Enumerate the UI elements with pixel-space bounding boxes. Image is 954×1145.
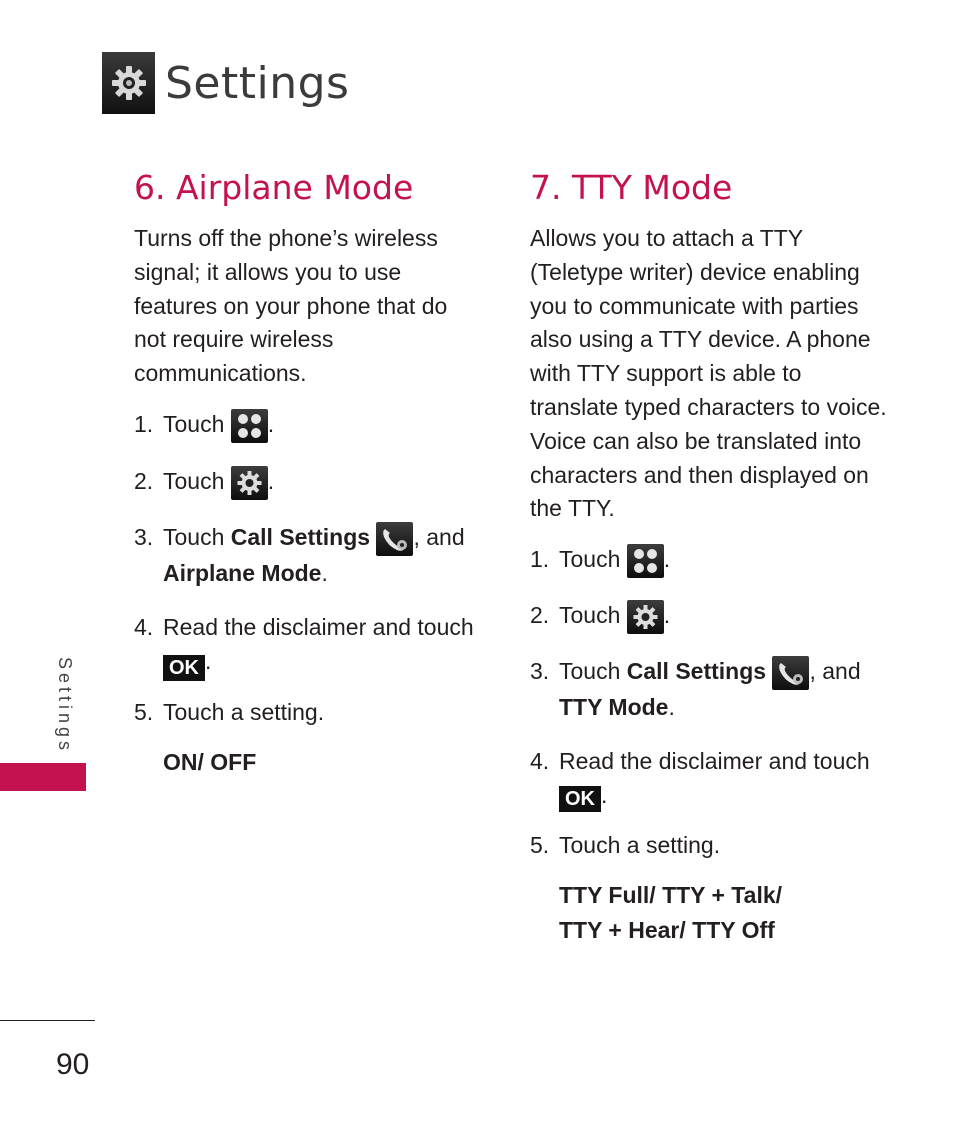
step-text: Touch xyxy=(163,467,225,494)
airplane-mode-section xyxy=(134,166,484,780)
tty-mode-section xyxy=(530,166,890,948)
step-5 xyxy=(134,695,484,729)
step-number: 5. xyxy=(134,698,154,725)
page-title: Settings xyxy=(165,57,350,109)
page-header xyxy=(102,52,349,114)
step-number: 4. xyxy=(530,747,550,774)
step-text: Touch a setting. xyxy=(163,698,325,725)
page-number: 90 xyxy=(56,1048,90,1081)
step-text: Read the disclaimer and touch xyxy=(163,613,474,640)
call-settings-label: Call Settings xyxy=(230,523,371,550)
step-number: 4. xyxy=(134,613,154,640)
airplane-mode-label: Airplane Mode xyxy=(163,559,322,586)
tty-mode-intro: Allows you to attach a TTY (Teletype writer) device enabling you to communicate with parties also using a TTY device. A phone with TTY support is able to translate typed characters to voice. Voice can also be translated into characters and then displayed on the TTY. xyxy=(530,225,887,522)
call-settings-label: Call Settings xyxy=(626,658,767,685)
side-tab-marker xyxy=(0,763,86,791)
step-text: Touch xyxy=(559,602,621,629)
gear-icon xyxy=(231,466,268,500)
step-number: 1. xyxy=(134,410,154,437)
footer-divider xyxy=(0,1020,95,1021)
tty-options-line-2: TTY + Hear/ TTY Off xyxy=(559,916,775,943)
step-number: 2. xyxy=(134,467,154,494)
tty-options xyxy=(530,878,890,948)
gear-icon xyxy=(627,600,664,634)
step-1: 1. Touch . xyxy=(134,407,484,443)
airplane-mode-heading: 6. Airplane Mode xyxy=(134,168,414,207)
step-text: Read the disclaimer and touch xyxy=(559,747,870,774)
step-number: 5. xyxy=(530,831,550,858)
step-3: 3. Touch Call Settings , and TTY Mode. xyxy=(530,654,890,724)
step-number: 1. xyxy=(530,546,550,573)
airplane-options: ON/ OFF xyxy=(163,748,257,775)
menu-grid-icon xyxy=(627,544,664,578)
step-2: 2. Touch . xyxy=(134,464,484,500)
airplane-steps xyxy=(134,407,484,729)
ok-button-icon: OK xyxy=(559,786,601,812)
tty-mode-heading: 7. TTY Mode xyxy=(530,168,733,207)
step-5 xyxy=(530,828,890,862)
step-number: 2. xyxy=(530,602,550,629)
tty-mode-label: TTY Mode xyxy=(559,693,669,720)
step-text: Touch xyxy=(559,546,621,573)
tty-steps xyxy=(530,542,890,862)
step-4: 4. Read the disclaimer and touch OK . xyxy=(134,610,484,681)
side-tab-label: Settings xyxy=(55,657,75,755)
call-settings-icon xyxy=(772,656,809,690)
gear-icon xyxy=(102,52,155,114)
step-4: 4. Read the disclaimer and touch OK . xyxy=(530,744,890,812)
step-number: 3. xyxy=(530,658,550,685)
airplane-mode-intro: Turns off the phone’s wireless signal; it allows you to use features on your phone that do not require wireless communications. xyxy=(134,225,448,387)
step-3: 3. Touch Call Settings , and Airplane Mode. xyxy=(134,520,484,590)
menu-grid-icon xyxy=(231,409,268,443)
ok-button-icon: OK xyxy=(163,655,205,681)
step-1: 1. Touch . xyxy=(530,542,890,578)
step-2: 2. Touch . xyxy=(530,598,890,634)
step-number: 3. xyxy=(134,523,154,550)
call-settings-icon xyxy=(376,522,413,556)
step-text: Touch a setting. xyxy=(559,831,721,858)
tty-options-line-1: TTY Full/ TTY + Talk/ xyxy=(559,881,783,908)
step-text: Touch xyxy=(163,410,225,437)
